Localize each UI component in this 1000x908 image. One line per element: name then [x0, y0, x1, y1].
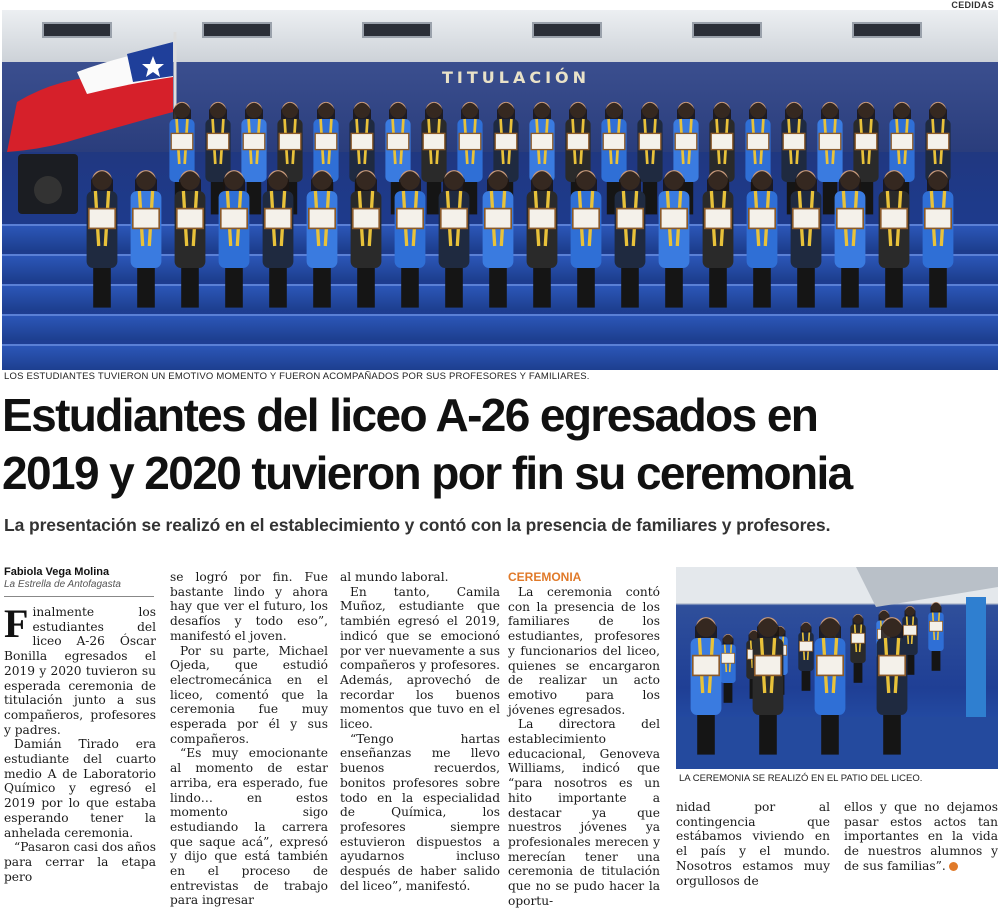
graduate-figure — [720, 634, 735, 703]
graduate-figure — [527, 170, 558, 308]
article-column-5 — [676, 800, 830, 888]
paragraph: se logró por fin. Fue bastante lindo y ahora hay que ver el futuro, los desafíos y todo eso”, manifestó el joven. — [170, 570, 328, 643]
graduate-figure — [439, 170, 470, 308]
graduate-figure — [747, 170, 778, 308]
article-column-2 — [170, 570, 328, 908]
main-photo — [2, 10, 998, 365]
article-column-3 — [340, 570, 500, 893]
paragraph: Damián Tirado era estudiante del cuarto medio A de Laboratorio Químico y egresó el 2019 por lo que estaba esperando tener la anhelada ceremonia. — [4, 737, 156, 840]
drop-cap: F — [4, 601, 29, 646]
paragraph: “Tengo hartas enseñanzas me llevo buenos recuerdos, bonitos profesores sobre todo en la especialidad de Química, los profesores siempre estuvieron dispuestos a ayudarnos incluso después de haber salido del liceo”, manifestó. — [340, 731, 500, 893]
building-window — [202, 22, 272, 38]
subheadline: La presentación se realizó en el establecimiento y contó con la presencia de familiares y profesores. — [4, 515, 831, 535]
main-photo-caption: LOS ESTUDIANTES TUVIERON UN EMOTIVO MOMENTO Y FUERON ACOMPAÑADOS POR SUS PROFESORES Y FAMILIARES. — [4, 371, 590, 382]
headline-line: Estudiantes del liceo A-26 egresados en — [2, 389, 818, 441]
paragraph: La ceremonia contó con la presencia de los familiares de los estudiantes, profesores y funcionarios del liceo, quienes se encargaron de realizar un acto emotivo para los jóvenes egresados. — [508, 585, 660, 717]
building-window — [852, 22, 922, 38]
paragraph — [844, 800, 998, 874]
graduate-figure — [307, 170, 338, 308]
author-name: Fabiola Vega Molina — [4, 566, 110, 578]
graduate-figure — [175, 170, 206, 308]
graduate-figure — [791, 170, 822, 308]
paragraph: En tanto, Camila Muñoz, estudiante que también egresó el 2019, indicó que se emocionó por ver nuevamente a sus compañeros y profesores. Además, aprovechó de recordar los buenos momentos que tuvo en el liceo. — [340, 584, 500, 732]
paragraph — [4, 601, 156, 737]
article-column-1 — [4, 601, 156, 884]
graduates-crowd — [42, 70, 972, 340]
speaker-icon — [14, 150, 84, 220]
graduate-figure — [703, 170, 734, 308]
paragraph: Por su parte, Michael Ojeda, que estudió electromecánica en el liceo, comentó que la ceremonia fue muy esperada por él y sus compañeros. — [170, 643, 328, 746]
paragraph-text: ellos y que no dejamos pasar estos actos tan importantes en la vida de nuestros alumnos y de sus familias”. — [844, 800, 998, 873]
headline — [2, 386, 998, 502]
end-of-article-icon — [949, 862, 958, 871]
building-window — [362, 22, 432, 38]
graduate-figure — [798, 622, 813, 691]
paragraph: nidad por al contingencia que estábamos viviendo en el país y el mundo. Nosotros estamos muy orgullosos de — [676, 800, 830, 888]
headline-line: 2019 y 2020 tuvieron por fin su ceremonia — [2, 447, 852, 499]
paragraph: “Es muy emocionante al momento de estar arriba, era esperado, fue lindo… en estos momento sigo estudiando la carrera que saque acá”, expresó y dijo que está también en el proceso de entrevistas de trabajo para ingresar — [170, 746, 328, 908]
article-column-4 — [508, 570, 660, 908]
building-window — [692, 22, 762, 38]
graduate-figure — [87, 170, 118, 308]
graduate-figure — [483, 170, 514, 308]
graduate-figure — [850, 614, 865, 683]
graduate-figure — [923, 170, 954, 308]
graduate-figure — [263, 170, 294, 308]
building-window — [532, 22, 602, 38]
graduate-figure — [219, 170, 250, 308]
paragraph: “Pasaron casi dos años para cerrar la etapa pero — [4, 840, 156, 884]
graduate-figure — [131, 170, 162, 308]
graduate-figure — [659, 170, 690, 308]
stage-step — [2, 344, 998, 370]
paragraph: al mundo laboral. — [340, 570, 449, 584]
byline-divider — [4, 596, 154, 597]
side-photo-scene — [676, 567, 998, 769]
graduate-figure — [615, 170, 646, 308]
graduate-figure — [879, 170, 910, 308]
paragraph: La directora del establecimiento educacional, Genoveva Williams, indicó que “para nosotros es un hito importante a destacar ya que nuestros jóvenes ya profesionales merecen y merecían tener una ceremonia de titulación que no se pudo hacer la oportu- — [508, 717, 660, 908]
graduate-figure — [571, 170, 602, 308]
graduate-figure — [395, 170, 426, 308]
side-photo-caption: LA CEREMONIA SE REALIZÓ EN EL PATIO DEL LICEO. — [679, 773, 923, 784]
section-title: CEREMONIA — [508, 570, 582, 584]
side-photo — [676, 567, 998, 769]
graduate-figure — [351, 170, 382, 308]
outlet-name: La Estrella de Antofagasta — [4, 579, 121, 590]
photo-credit: CEDIDAS — [951, 0, 994, 10]
graduate-figure — [928, 602, 943, 671]
graduate-figure — [835, 170, 866, 308]
stage-sign: TITULACIÓN — [442, 68, 591, 87]
paragraph-text: inalmente los estudiantes del liceo A-26 Óscar Bonilla egresados el 2019 y 2020 tuvieron su esperada ceremonia de titulación junto a sus compañeros, profesores y padres. — [4, 605, 156, 737]
article-column-6 — [844, 800, 998, 874]
